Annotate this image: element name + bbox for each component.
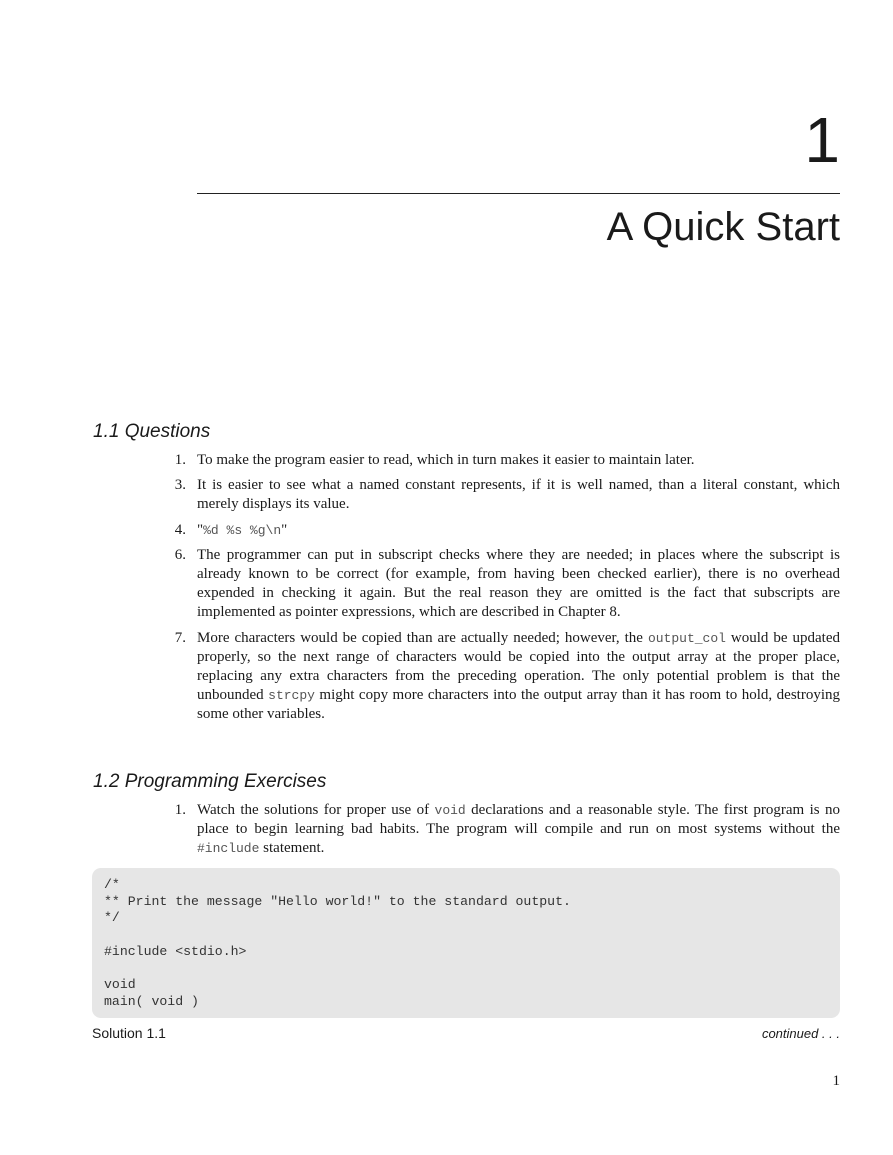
item-number: 3. — [174, 477, 186, 494]
list-item — [160, 521, 840, 540]
inline-code: #include — [197, 841, 260, 857]
item-text: might copy more characters into the output array than it has room to hold, destroying some other variables. — [197, 687, 840, 723]
continued-label: continued . . . — [761, 1026, 840, 1041]
item-text: statement. — [259, 840, 325, 857]
item-number: 1. — [174, 452, 186, 468]
inline-code: strcpy — [268, 688, 315, 704]
section-heading-questions: 1.1 Questions — [93, 421, 211, 442]
item-text: The programmer can put in subscript checks where they are needed; in places where the subscript is already known to be correct (for example, from having been checked earlier), there is no overhead expended in checking it again. But the real reason they are omitted is the fact that subscripts are implemented as pointer expressions, which are described in Chapter 8. — [197, 546, 840, 621]
chapter-title: A Quick Start — [606, 205, 840, 249]
questions-list — [160, 451, 840, 731]
item-number: 4. — [174, 521, 186, 538]
page-number: 1 — [832, 1073, 840, 1089]
section-heading-exercises: 1.2 Programming Exercises — [93, 771, 327, 792]
solution-caption: Solution 1.1 — [92, 1025, 166, 1041]
inline-code: output_col — [647, 630, 726, 646]
inline-code: void — [434, 803, 466, 818]
list-item — [160, 451, 840, 470]
exercises-list — [160, 801, 840, 865]
inline-code: %d %s %g\n — [203, 522, 282, 538]
list-item — [160, 801, 840, 859]
item-text: To make the program easier to read, which in turn makes it easier to maintain later. — [197, 452, 695, 468]
item-text: " — [281, 521, 288, 538]
chapter-number: 1 — [804, 104, 840, 176]
list-item — [160, 546, 840, 623]
code-listing: /* ** Print the message "Hello world!" to the standard output. */ #include <stdio.h> void main( void ) — [92, 868, 840, 1018]
list-item — [160, 476, 840, 514]
list-item — [160, 629, 840, 725]
item-text: More characters would be copied than are actually needed; however, the — [197, 629, 648, 646]
item-text: " — [197, 521, 204, 538]
item-number: 6. — [174, 546, 186, 563]
item-number: 7. — [174, 629, 186, 646]
item-number: 1. — [174, 802, 186, 818]
item-text: Watch the solutions for proper use of — [197, 802, 435, 818]
item-text: declarations and a reasonable style. The first program is no place to begin learning bad habits. The program will compile and run on most systems without the — [197, 802, 840, 838]
item-text: would be updated properly, so the next range of characters would be copied into the output array at the proper place, replacing any extra characters from the preceding operation. The only potential problem is that the unbounded — [197, 629, 840, 704]
chapter-rule — [197, 193, 840, 194]
item-text: It is easier to see what a named constant represents, if it is well named, than a literal constant, which merely displays its value. — [197, 477, 840, 513]
